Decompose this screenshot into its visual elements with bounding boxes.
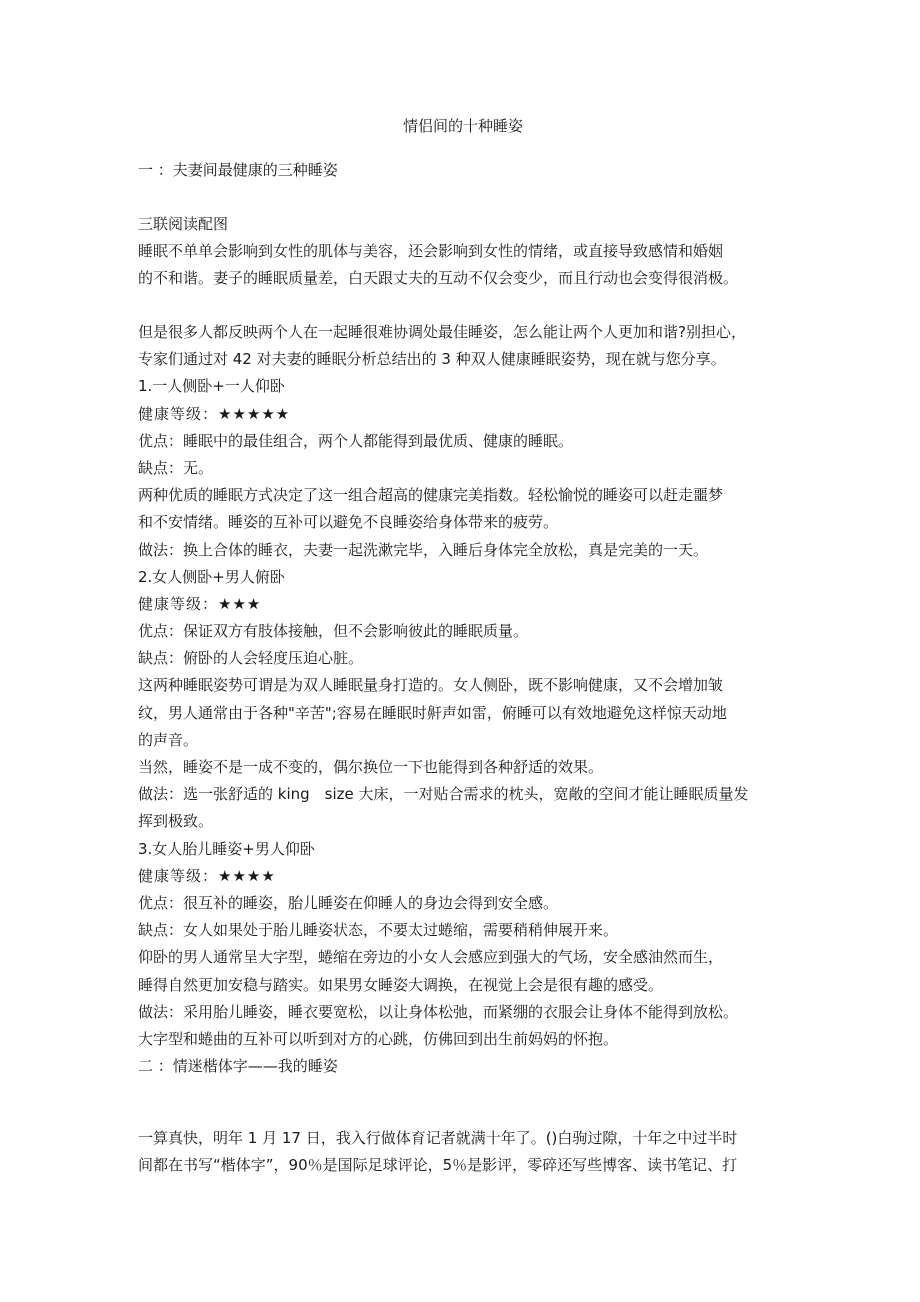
text-line: 一算真快，明年 1 月 17 日，我入行做体育记者就满十年了。()白驹过隙，十年之中过半时: [138, 1129, 738, 1147]
text-line: 专家们通过对 42 对夫妻的睡眠分析总结出的 3 种双人健康睡眠姿势，现在就与您分享。: [138, 350, 726, 369]
document-title: 情侣间的十种睡姿: [402, 117, 523, 135]
paragraph-block-a: [138, 211, 788, 293]
paragraph-block-b: [138, 319, 788, 1080]
text-line: 但是很多人都反映两个人在一起睡很难协调处最佳睡姿，怎么能让两个人更加和谐?别担心，: [138, 323, 746, 341]
text-line: 间都在书写“楷体字”，90％是国际足球评论，5％是影评，零碎还写些博客、读书笔记、打: [138, 1156, 738, 1175]
text-line: 缺点：无。: [138, 458, 214, 477]
text-line: 缺点：俯卧的人会轻度压迫心脏。: [138, 649, 364, 668]
text-line: 做法：选一张舒适的 king size 大床，一对贴合需求的枕头，宽敞的空间才能让睡眠质量发: [138, 785, 749, 804]
text-line: 的不和谐。妻子的睡眠质量差，白天跟丈夫的互动不仅会变少，而且行动也会变得很消极。: [138, 269, 739, 288]
text-line: 挥到极致。: [138, 812, 214, 831]
text-line: 两种优质的睡眠方式决定了这一组合超高的健康完美指数。轻松愉悦的睡姿可以赶走噩梦: [138, 486, 724, 505]
subheading-2: 2.女人侧卧+男人俯卧: [138, 567, 285, 586]
text-line: 大字型和蜷曲的互补可以听到对方的心跳，仿佛回到出生前妈妈的怀抱。: [138, 1029, 619, 1048]
text-line: 当然，睡姿不是一成不变的，偶尔换位一下也能得到各种舒适的效果。: [138, 758, 604, 776]
section-heading-1: 一 ：夫妻间最健康的三种睡姿: [138, 161, 338, 179]
text-line: 做法：换上合体的睡衣，夫妻一起洗漱完毕，入睡后身体完全放松，真是完美的一天。: [138, 540, 709, 559]
text-line: 做法：采用胎儿睡姿，睡衣要宽松，以让身体松弛，而紧绷的衣服会让身体不能得到放松。: [138, 1002, 739, 1021]
health-rating-3: 健康等级：★★★★: [138, 866, 276, 885]
text-line: 睡眠不单单会影响到女性的肌体与美容，还会影响到女性的情绪，或直接导致感情和婚姻: [138, 242, 724, 261]
text-line: 的声音。: [138, 730, 199, 749]
health-rating-2: 健康等级：★★★: [138, 594, 262, 613]
text-line: 仰卧的男人通常呈大字型，蜷缩在旁边的小女人会感应到强大的气场，安全感油然而生，: [138, 948, 724, 967]
text-line: 睡得自然更加安稳与踏实。如果男女睡姿大调换，在视觉上会是很有趣的感受。: [138, 975, 664, 994]
text-line: 优点：很互补的睡姿，胎儿睡姿在仰睡人的身边会得到安全感。: [138, 893, 559, 912]
section-heading-2: 二 ：情迷楷体字——我的睡姿: [138, 1057, 338, 1076]
subheading-1: 1.一人侧卧+一人仰卧: [138, 377, 285, 396]
text-line: 纹，男人通常由于各种"辛苦";容易在睡眠时鼾声如雷，俯睡可以有效地避免这样惊天动地: [138, 703, 727, 722]
text-line: 三联阅读配图: [138, 215, 229, 233]
health-rating-1: 健康等级：★★★★★: [138, 404, 291, 423]
text-line: 优点：保证双方有肢体接触，但不会影响彼此的睡眠质量。: [138, 622, 529, 641]
text-line: 和不安情绪。睡姿的互补可以避免不良睡姿给身体带来的疲劳。: [138, 513, 559, 532]
text-line: 优点：睡眠中的最佳组合，两个人都能得到最优质、健康的睡眠。: [138, 431, 574, 450]
text-line: 缺点：女人如果处于胎儿睡姿状态，不要太过蜷缩，需要稍稍伸展开来。: [138, 921, 619, 940]
paragraph-block-c: [138, 1125, 788, 1179]
text-line: 这两种睡眠姿势可谓是为双人睡眠量身打造的。女人侧卧，既不影响健康，又不会增加皱: [138, 676, 724, 695]
subheading-3: 3.女人胎儿睡姿+男人仰卧: [138, 839, 315, 858]
